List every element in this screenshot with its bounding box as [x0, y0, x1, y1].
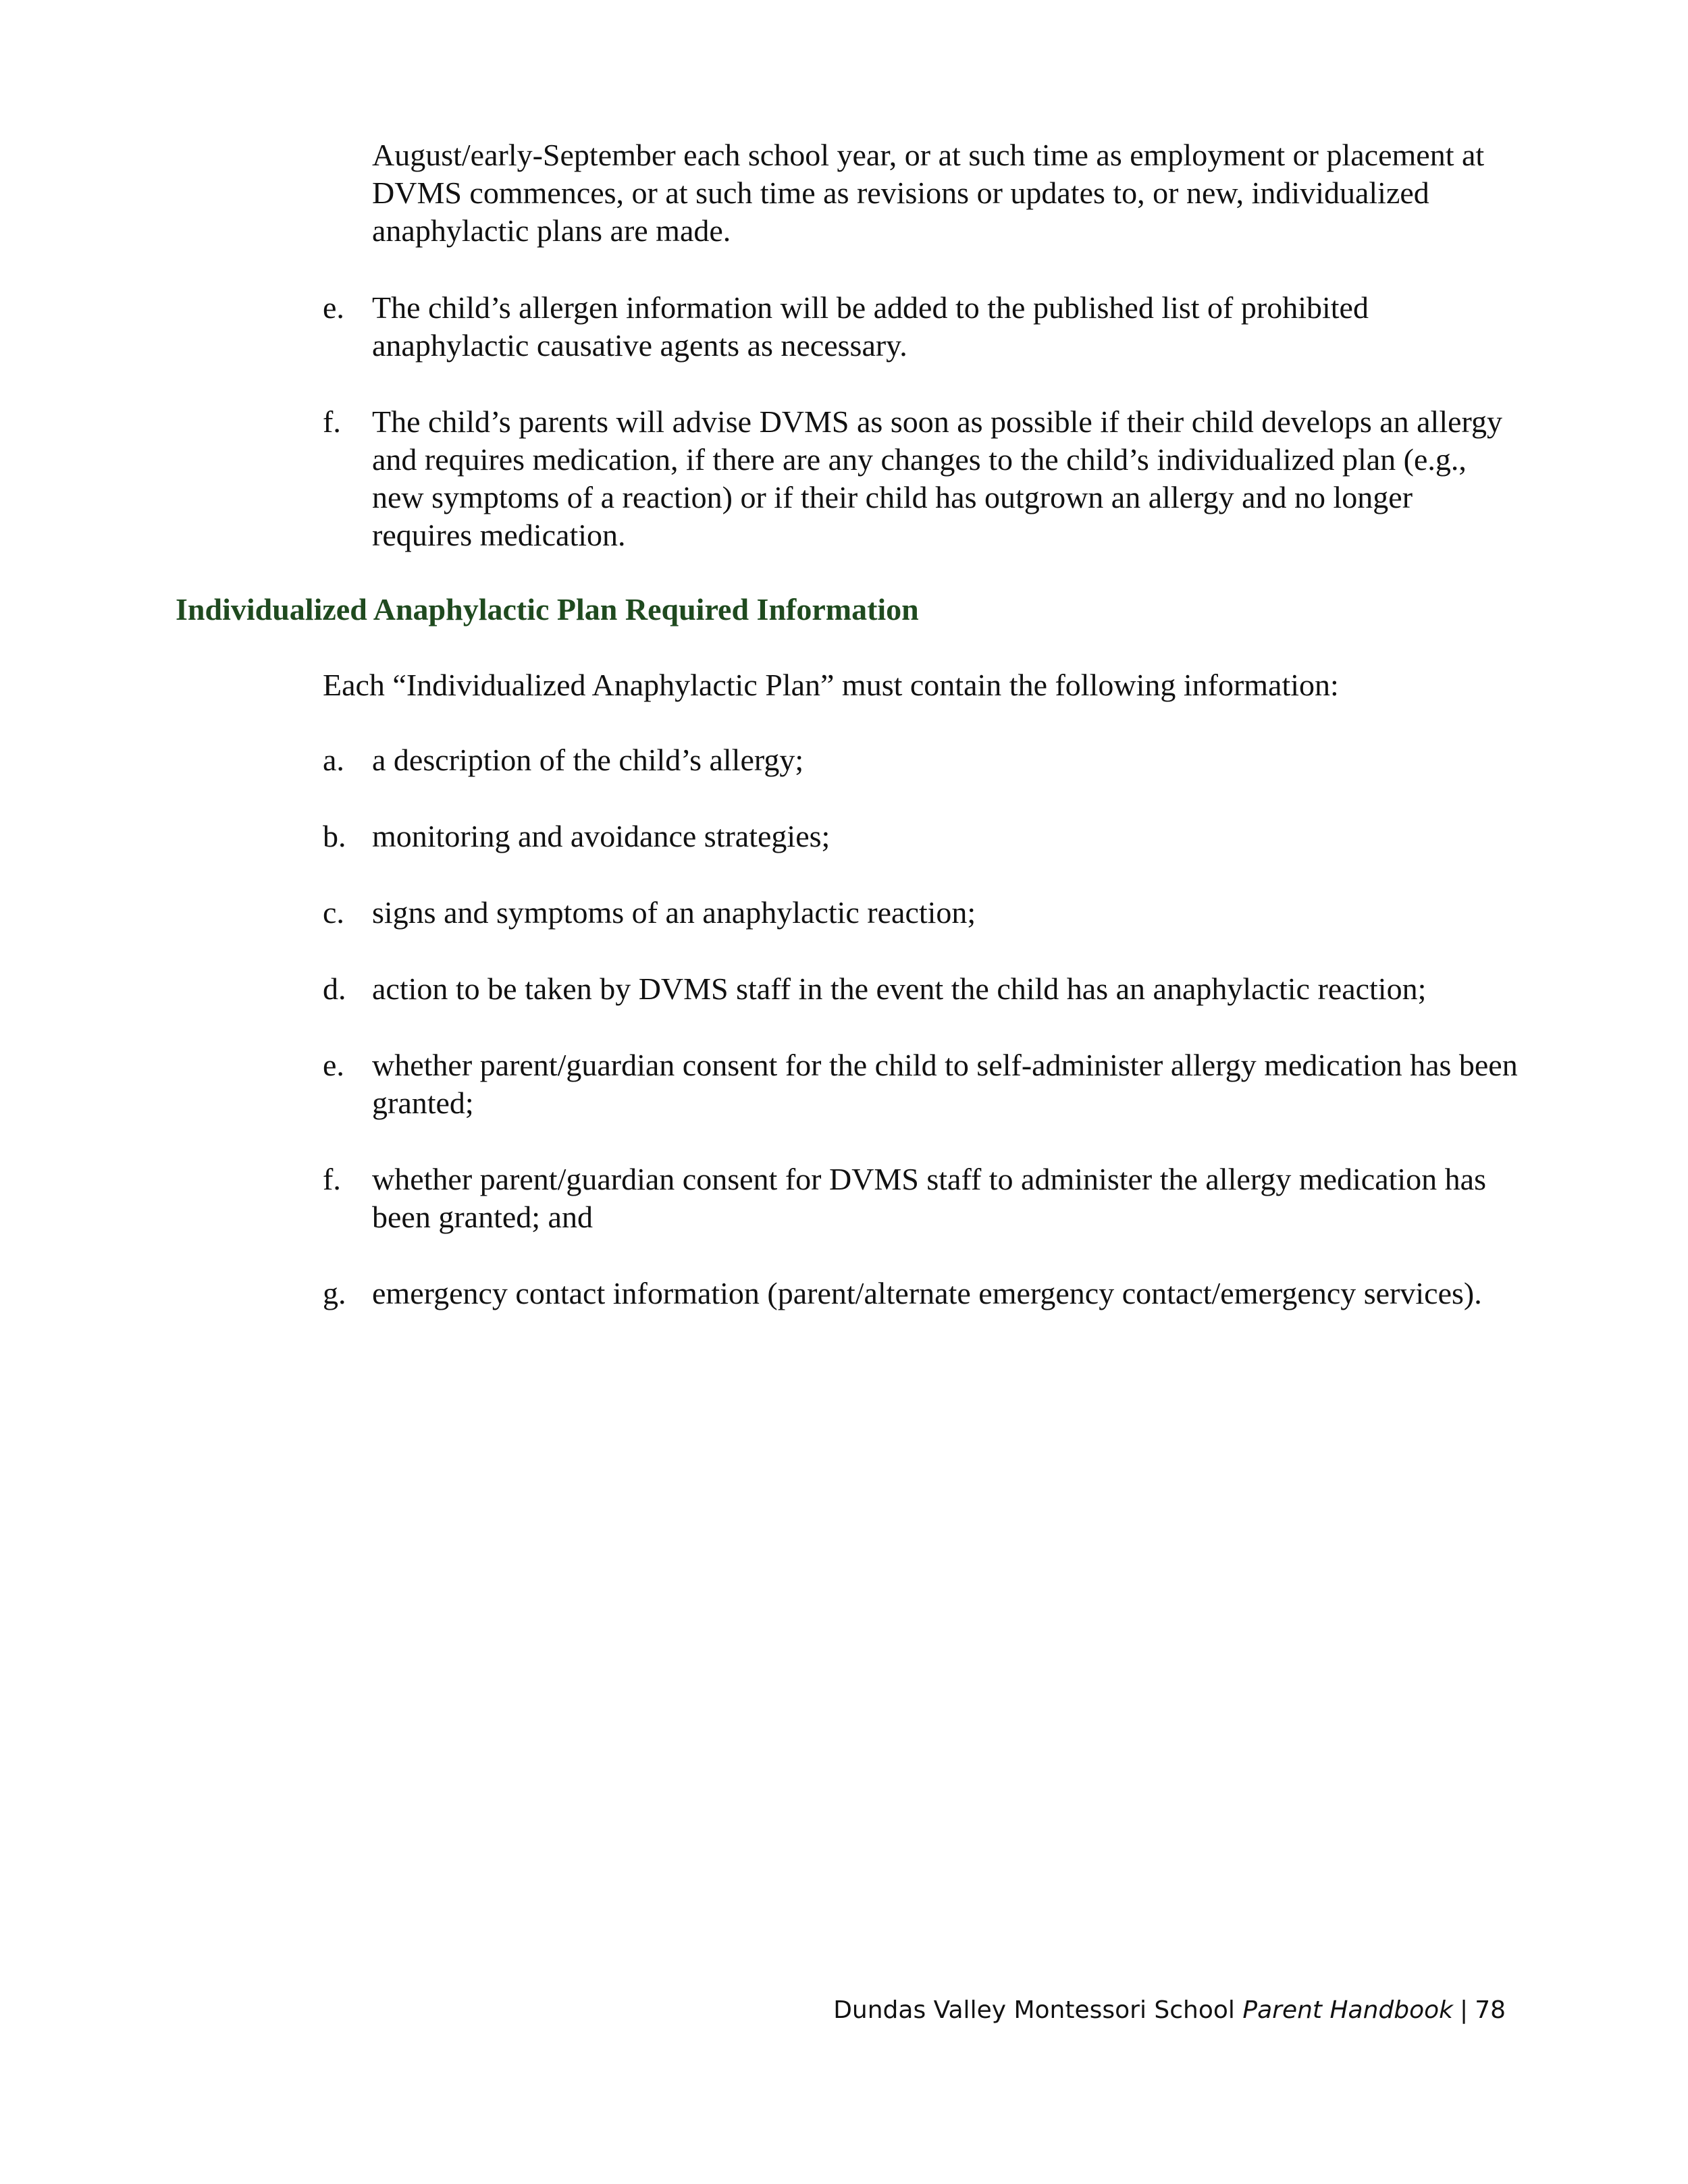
list-item-text: a description of the child’s allergy; [372, 743, 804, 777]
list-marker: c. [323, 895, 344, 930]
list-item-text: monitoring and avoidance strategies; [372, 819, 830, 853]
list-item-text: whether parent/guardian consent for the child to self-administer allergy medication has been granted; [372, 1048, 1518, 1120]
footer-school-name: Dundas Valley Montessori School [833, 1996, 1235, 2024]
list-marker: a. [323, 743, 344, 777]
list-marker: g. [323, 1276, 346, 1310]
continuation-paragraph: August/early-September each school year, or at such time as employment or placement at DVMS commences, or at such time as revisions or updates to, or new, individualized anaphylactic plans are made. [372, 138, 1485, 248]
list-item [323, 1161, 1525, 1236]
list-marker: b. [323, 819, 346, 853]
list-item [323, 1275, 1525, 1312]
list-marker: e. [323, 290, 344, 325]
page-number: 78 [1475, 1996, 1506, 2024]
list-item-text: The child’s parents will advise DVMS as soon as possible if their child develops an allergy and requires medication, if there are any changes to the child’s individualized plan (e.g., new symptoms of a reaction) or if their child has outgrown an allergy and no longer requires medication. [372, 404, 1503, 552]
list-marker: f. [323, 1162, 341, 1196]
list-item-text: whether parent/guardian consent for DVMS staff to administer the allergy medication has been granted; and [372, 1162, 1487, 1234]
footer-publication-title: Parent Handbook [1242, 1996, 1454, 2024]
page-footer [833, 1996, 1506, 2025]
section-intro: Each “Individualized Anaphylactic Plan” must contain the following information: [323, 668, 1339, 702]
section-heading: Individualized Anaphylactic Plan Required Information [176, 592, 919, 627]
list-item-text: emergency contact information (parent/alternate emergency contact/emergency services). [372, 1276, 1482, 1310]
list-item [323, 894, 1525, 932]
list-item [323, 970, 1525, 1008]
list-item [323, 403, 1525, 554]
list-item [323, 289, 1525, 365]
list-item-text: signs and symptoms of an anaphylactic reaction; [372, 895, 976, 930]
list-item [323, 1046, 1525, 1122]
list-item [323, 818, 1525, 855]
list-marker: f. [323, 404, 341, 439]
list-item-text: action to be taken by DVMS staff in the event the child has an anaphylactic reaction; [372, 971, 1427, 1006]
footer-separator: | [1460, 1996, 1469, 2024]
list-marker: d. [323, 971, 346, 1006]
list-item [323, 741, 1525, 779]
list-marker: e. [323, 1048, 344, 1082]
list-item-text: The child’s allergen information will be added to the published list of prohibited anaphylactic causative agents as necessary. [372, 290, 1369, 363]
